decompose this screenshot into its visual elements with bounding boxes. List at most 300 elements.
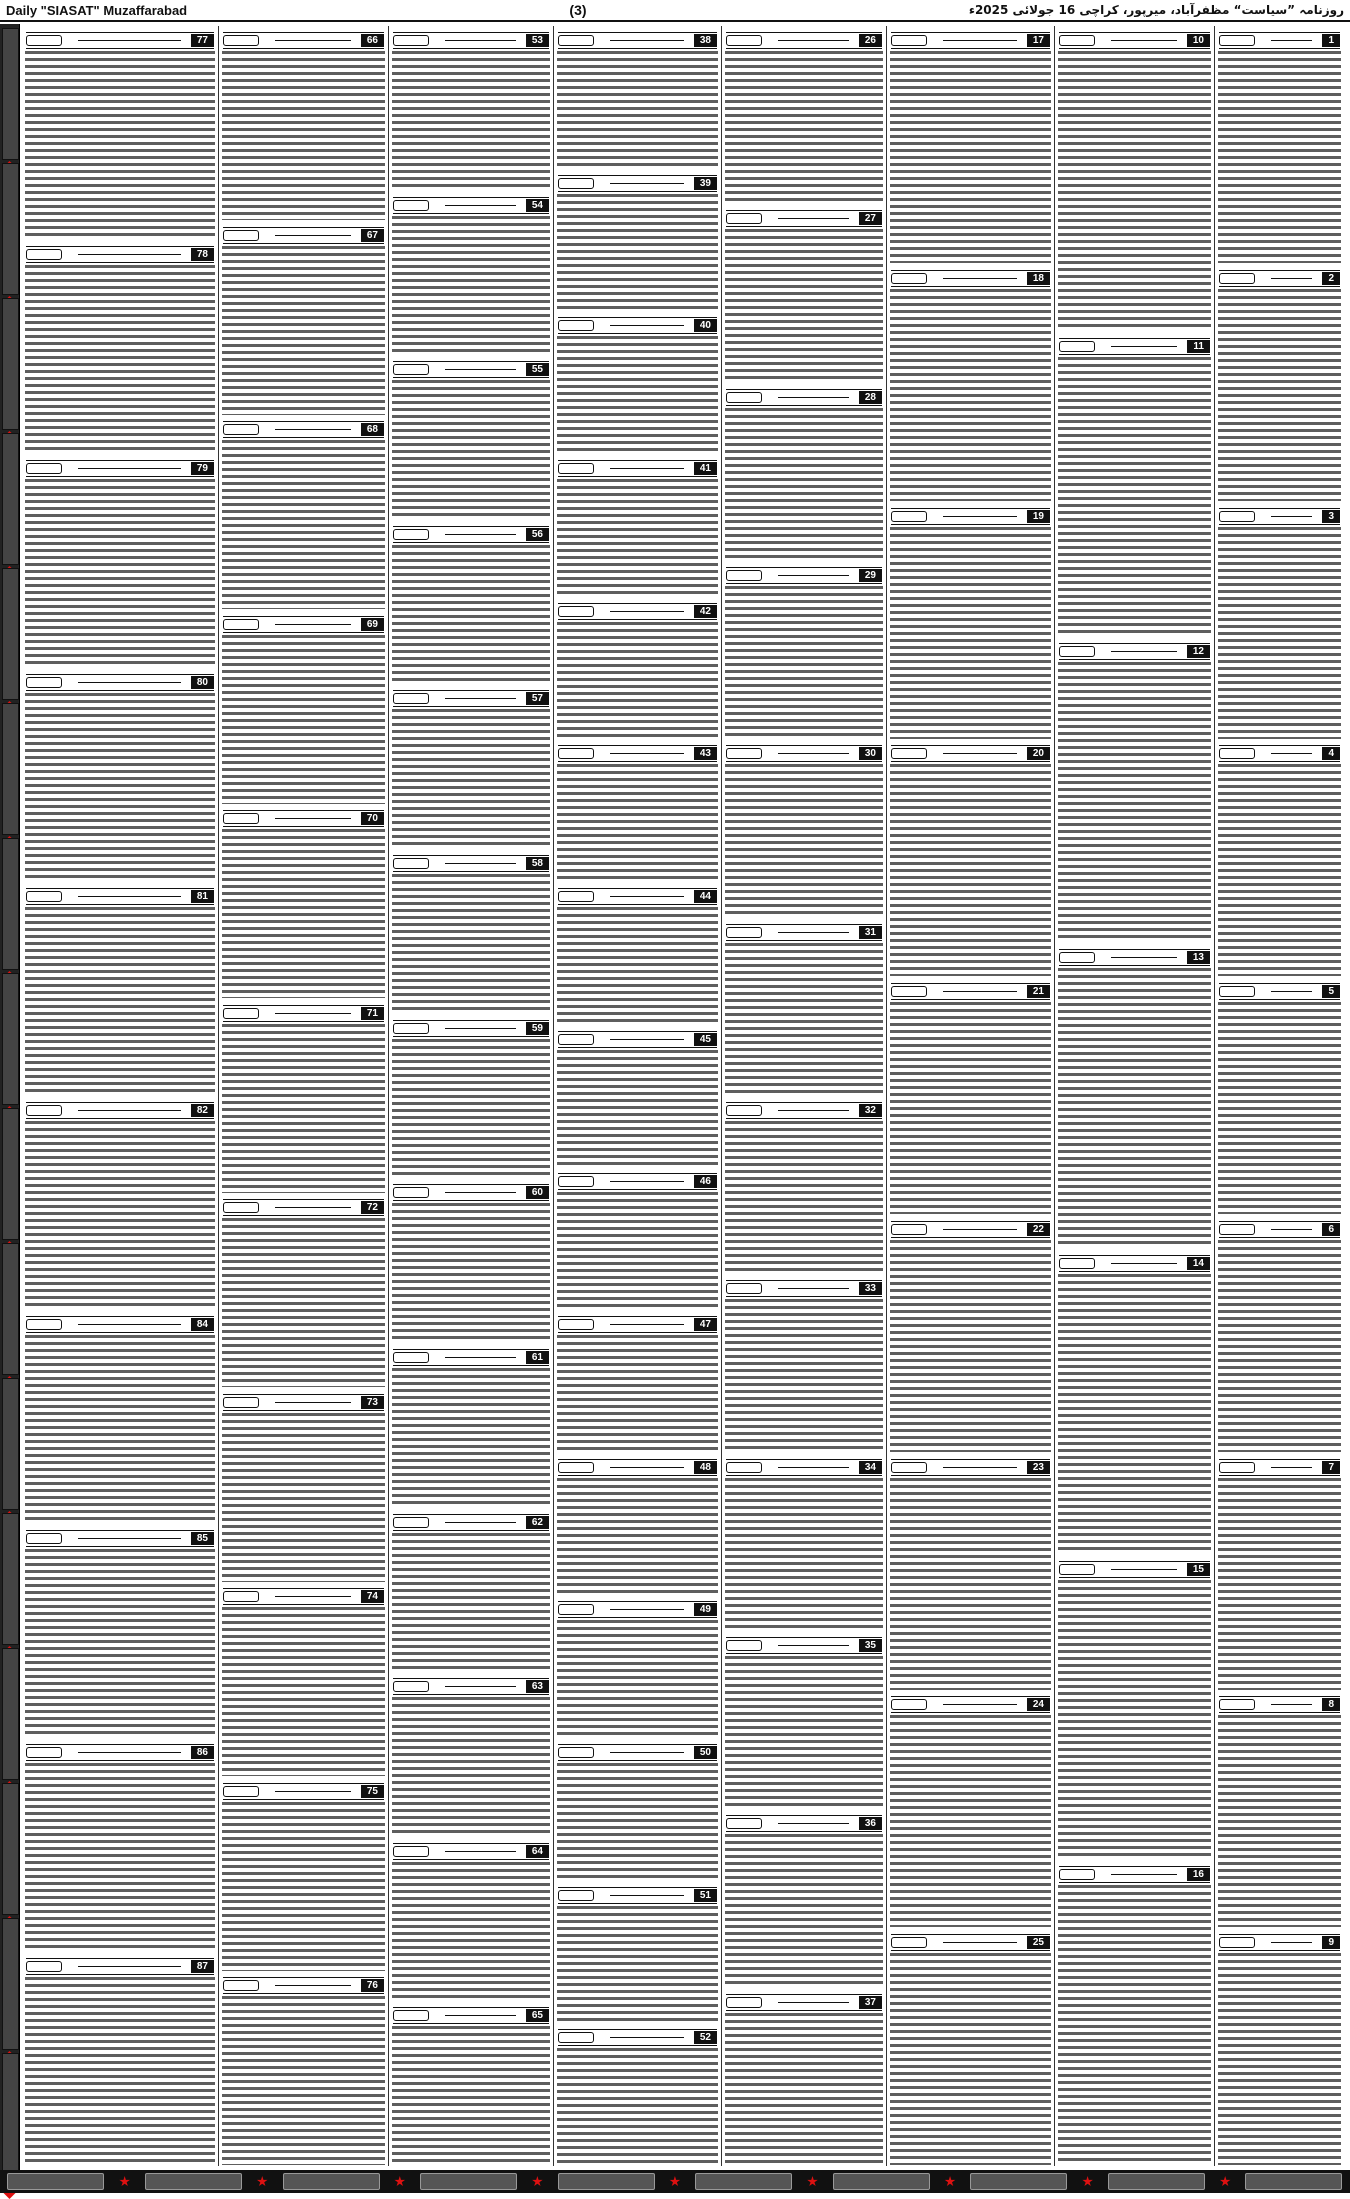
header-rule	[1271, 1704, 1312, 1705]
masthead-logo-icon	[726, 213, 762, 224]
story-header	[26, 888, 214, 905]
header-rule	[78, 1324, 181, 1325]
side-strip-cell	[2, 703, 19, 835]
story-text	[725, 764, 883, 916]
story-text	[1058, 662, 1211, 942]
story-text	[725, 1656, 883, 1808]
masthead-logo-icon	[726, 570, 762, 581]
story-number: 52	[694, 2031, 717, 2044]
story-number: 16	[1187, 1868, 1210, 1881]
story-text	[1218, 1953, 1341, 2165]
header-rule	[275, 1985, 351, 1986]
star-icon	[807, 2176, 818, 2187]
story-text	[725, 229, 883, 381]
story-header	[223, 1394, 384, 1411]
masthead-logo-icon	[726, 1462, 762, 1473]
page-number: (3)	[569, 2, 587, 18]
story-header	[558, 603, 717, 620]
header-rule	[943, 1942, 1017, 1943]
story-number: 41	[694, 462, 717, 475]
header-rule	[610, 753, 684, 754]
masthead-logo-icon	[393, 1517, 429, 1528]
story-number: 61	[526, 1351, 549, 1364]
header-rule	[778, 1645, 849, 1646]
story-number: 57	[526, 692, 549, 705]
header-rule	[275, 40, 351, 41]
story-header	[558, 460, 717, 477]
story-number: 37	[859, 1996, 882, 2009]
masthead-logo-icon	[891, 35, 927, 46]
header-rule	[275, 1402, 351, 1403]
story-text	[557, 1050, 718, 1167]
story-text	[557, 51, 718, 168]
header-rule	[778, 753, 849, 754]
story-number: 11	[1187, 340, 1210, 353]
story-number: 86	[191, 1746, 214, 1759]
story-text	[557, 1906, 718, 2023]
story-number: 56	[526, 528, 549, 541]
story-text	[1218, 1715, 1341, 1927]
masthead-logo-icon	[223, 1591, 259, 1602]
story-text	[25, 693, 215, 881]
header-rule	[275, 1791, 351, 1792]
story-text	[725, 943, 883, 1095]
story-header	[726, 924, 882, 941]
header-rule	[275, 1013, 351, 1014]
story-header	[223, 1783, 384, 1800]
story-number: 5	[1322, 985, 1340, 998]
story-number: 64	[526, 1845, 549, 1858]
header-rule	[610, 896, 684, 897]
masthead-logo-icon	[26, 249, 62, 260]
masthead-logo-icon	[558, 1034, 594, 1045]
story-header	[726, 567, 882, 584]
story-text	[890, 1715, 1051, 1927]
story-header	[726, 745, 882, 762]
header-rule	[610, 1324, 684, 1325]
header-rule	[778, 932, 849, 933]
masthead-logo-icon	[393, 529, 429, 540]
story-header	[891, 32, 1050, 49]
story-number: 71	[361, 1007, 384, 1020]
column-2	[1054, 26, 1214, 2166]
story-header	[558, 32, 717, 49]
header-rule	[943, 1229, 1017, 1230]
story-text	[1218, 1002, 1341, 1214]
story-header	[223, 1005, 384, 1022]
story-text	[222, 1413, 385, 1582]
story-header	[393, 32, 549, 49]
story-text	[222, 1607, 385, 1776]
masthead-logo-icon	[1219, 1937, 1255, 1948]
story-header	[558, 1316, 717, 1333]
story-header	[393, 1843, 549, 1860]
header-rule	[943, 1467, 1017, 1468]
header-rule	[610, 611, 684, 612]
masthead-logo-icon	[1059, 1564, 1095, 1575]
header-rule	[445, 1357, 516, 1358]
header-rule	[445, 863, 516, 864]
story-text	[392, 380, 550, 519]
story-header	[558, 888, 717, 905]
header-rule	[1111, 346, 1177, 347]
story-text	[890, 51, 1051, 263]
header-rule	[610, 183, 684, 184]
masthead-logo-icon	[726, 1997, 762, 2008]
story-header	[1219, 1696, 1340, 1713]
story-text	[25, 265, 215, 453]
masthead-logo-icon	[223, 424, 259, 435]
story-text	[725, 1478, 883, 1630]
bottom-strip-segment	[695, 2173, 792, 2190]
story-number: 82	[191, 1104, 214, 1117]
bottom-strip-segment	[145, 2173, 242, 2190]
story-header	[393, 1349, 549, 1366]
header-rule	[1271, 1467, 1312, 1468]
story-text	[725, 1121, 883, 1273]
header-rule	[445, 1028, 516, 1029]
masthead-logo-icon	[558, 1462, 594, 1473]
story-text	[1058, 1885, 1211, 2165]
story-number: 60	[526, 1186, 549, 1199]
story-header	[26, 1744, 214, 1761]
header-rule	[445, 2015, 516, 2016]
header-rule	[1271, 278, 1312, 279]
masthead-logo-icon	[26, 1747, 62, 1758]
story-header	[26, 32, 214, 49]
story-text	[557, 1192, 718, 1309]
story-number: 51	[694, 1889, 717, 1902]
story-text	[392, 216, 550, 355]
story-header	[558, 1887, 717, 1904]
story-header	[223, 1588, 384, 1605]
story-number: 65	[526, 2009, 549, 2022]
masthead-logo-icon	[26, 1319, 62, 1330]
header-rule	[1111, 1874, 1177, 1875]
story-header	[223, 32, 384, 49]
masthead-logo-icon	[891, 986, 927, 997]
story-text	[1058, 51, 1211, 331]
masthead-logo-icon	[26, 1961, 62, 1972]
masthead-logo-icon	[1059, 341, 1095, 352]
masthead-logo-icon	[223, 813, 259, 824]
header-rule	[778, 1288, 849, 1289]
header-rule	[445, 1192, 516, 1193]
masthead-logo-icon	[726, 927, 762, 938]
story-text	[725, 586, 883, 738]
header-rule	[445, 205, 516, 206]
header-rule	[610, 1181, 684, 1182]
header-rule	[445, 1851, 516, 1852]
masthead-logo-icon	[393, 35, 429, 46]
story-number: 2	[1322, 272, 1340, 285]
masthead-logo-icon	[26, 1105, 62, 1116]
header-rule	[78, 468, 181, 469]
story-header	[558, 175, 717, 192]
story-number: 19	[1027, 510, 1050, 523]
column-5	[553, 26, 721, 2166]
story-number: 3	[1322, 510, 1340, 523]
story-header	[1059, 1255, 1210, 1272]
masthead-logo-icon	[393, 200, 429, 211]
story-text	[1218, 1240, 1341, 1452]
story-number: 70	[361, 812, 384, 825]
masthead-logo-icon	[393, 1023, 429, 1034]
header-rule	[445, 369, 516, 370]
story-text	[25, 1335, 215, 1523]
story-number: 44	[694, 890, 717, 903]
masthead-logo-icon	[558, 1890, 594, 1901]
story-text	[392, 709, 550, 848]
story-header	[393, 2007, 549, 2024]
story-header	[393, 1514, 549, 1531]
masthead-logo-icon	[393, 1846, 429, 1857]
story-number: 79	[191, 462, 214, 475]
header-rule	[78, 896, 181, 897]
header-rule	[1271, 1942, 1312, 1943]
header-rule	[445, 534, 516, 535]
header-rule	[1111, 1569, 1177, 1570]
story-number: 34	[859, 1461, 882, 1474]
masthead-logo-icon	[1219, 1462, 1255, 1473]
story-header	[558, 745, 717, 762]
story-header	[393, 1184, 549, 1201]
masthead-logo-icon	[26, 891, 62, 902]
story-header	[558, 1031, 717, 1048]
story-text	[25, 1121, 215, 1309]
story-header	[558, 1744, 717, 1761]
story-number: 66	[361, 34, 384, 47]
masthead-logo-icon	[558, 1604, 594, 1615]
story-number: 6	[1322, 1223, 1340, 1236]
masthead-logo-icon	[891, 1224, 927, 1235]
story-number: 48	[694, 1461, 717, 1474]
story-header	[891, 1934, 1050, 1951]
header-rule	[1271, 1229, 1312, 1230]
star-icon	[1082, 2176, 1093, 2187]
side-strip-cell	[2, 838, 19, 970]
header-rule	[610, 468, 684, 469]
side-strip-cell	[2, 1648, 19, 1780]
bottom-strip-segment	[283, 2173, 380, 2190]
header-rule	[610, 1609, 684, 1610]
header-rule	[78, 682, 181, 683]
story-header	[891, 270, 1050, 287]
story-header	[1219, 983, 1340, 1000]
masthead-logo-icon	[558, 1176, 594, 1187]
story-number: 63	[526, 1680, 549, 1693]
masthead-logo-icon	[558, 463, 594, 474]
masthead-logo-icon	[558, 1747, 594, 1758]
header-rule	[943, 516, 1017, 517]
header-rule	[78, 40, 181, 41]
header-rule	[445, 40, 516, 41]
story-number: 21	[1027, 985, 1050, 998]
bottom-strip-segment	[970, 2173, 1067, 2190]
story-number: 54	[526, 199, 549, 212]
column-1	[1214, 26, 1344, 2166]
story-text	[557, 622, 718, 739]
story-header	[726, 1280, 882, 1297]
story-number: 15	[1187, 1563, 1210, 1576]
story-number: 78	[191, 248, 214, 261]
header-rule	[610, 1895, 684, 1896]
story-text	[890, 1240, 1051, 1452]
story-header	[1059, 949, 1210, 966]
story-header	[393, 526, 549, 543]
story-number: 76	[361, 1979, 384, 1992]
story-text	[725, 408, 883, 560]
side-strip-cell	[2, 1378, 19, 1510]
story-number: 47	[694, 1318, 717, 1331]
story-header	[223, 227, 384, 244]
story-text	[392, 1697, 550, 1836]
column-8	[22, 26, 218, 2166]
masthead-logo-icon	[223, 1980, 259, 1991]
side-strip-cell	[2, 1243, 19, 1375]
story-header	[558, 1601, 717, 1618]
masthead-logo-icon	[393, 1187, 429, 1198]
header-rule	[610, 325, 684, 326]
story-number: 68	[361, 423, 384, 436]
story-header	[393, 855, 549, 872]
story-number: 33	[859, 1282, 882, 1295]
masthead-logo-icon	[1059, 646, 1095, 657]
header-rule	[1271, 753, 1312, 754]
masthead-logo-icon	[26, 1533, 62, 1544]
story-number: 67	[361, 229, 384, 242]
story-text	[25, 479, 215, 667]
story-text	[1218, 764, 1341, 976]
side-strip-cell	[2, 568, 19, 700]
star-icon	[945, 2176, 956, 2187]
bottom-strip-segment	[1245, 2173, 1342, 2190]
story-number: 20	[1027, 747, 1050, 760]
star-icon	[119, 2176, 130, 2187]
story-text	[25, 907, 215, 1095]
bottom-strip-segment	[420, 2173, 517, 2190]
masthead-logo-icon	[223, 1202, 259, 1213]
masthead-logo-icon	[1219, 273, 1255, 284]
header-rule	[445, 698, 516, 699]
header-rule	[778, 1823, 849, 1824]
header-rule	[78, 1752, 181, 1753]
masthead-logo-icon	[891, 1462, 927, 1473]
masthead-logo-icon	[1219, 511, 1255, 522]
star-icon	[669, 2176, 680, 2187]
story-header	[393, 690, 549, 707]
story-header	[726, 1815, 882, 1832]
story-number: 25	[1027, 1936, 1050, 1949]
story-number: 32	[859, 1104, 882, 1117]
story-header	[393, 1678, 549, 1695]
masthead-logo-icon	[26, 463, 62, 474]
story-number: 8	[1322, 1698, 1340, 1711]
side-strip-cell	[2, 1513, 19, 1645]
story-header	[1059, 1866, 1210, 1883]
side-strip-cell	[2, 973, 19, 1105]
story-number: 4	[1322, 747, 1340, 760]
story-text	[557, 1478, 718, 1595]
story-header	[891, 745, 1050, 762]
story-header	[1059, 32, 1210, 49]
story-text	[392, 545, 550, 684]
story-text	[1058, 1274, 1211, 1554]
story-number: 10	[1187, 34, 1210, 47]
header-rule	[610, 2037, 684, 2038]
masthead-logo-icon	[223, 619, 259, 630]
story-header	[1219, 1459, 1340, 1476]
header-rule	[445, 1686, 516, 1687]
story-header	[223, 810, 384, 827]
story-text	[1058, 357, 1211, 637]
story-header	[1219, 1934, 1340, 1951]
masthead-logo-icon	[726, 392, 762, 403]
masthead-logo-icon	[558, 320, 594, 331]
masthead-logo-icon	[891, 511, 927, 522]
story-header	[891, 1696, 1050, 1713]
story-header	[1219, 745, 1340, 762]
story-text	[890, 1953, 1051, 2165]
header-rule	[275, 235, 351, 236]
story-text	[1058, 968, 1211, 1248]
story-text	[25, 1763, 215, 1951]
story-number: 35	[859, 1639, 882, 1652]
header-rule	[943, 40, 1017, 41]
masthead-logo-icon	[558, 1319, 594, 1330]
header-rule	[1271, 991, 1312, 992]
masthead-logo-icon	[26, 35, 62, 46]
story-number: 84	[191, 1318, 214, 1331]
story-number: 1	[1322, 34, 1340, 47]
header-rule	[78, 1538, 181, 1539]
column-3	[886, 26, 1054, 2166]
story-header	[891, 1459, 1050, 1476]
bottom-strip-segment	[833, 2173, 930, 2190]
story-text	[557, 336, 718, 453]
story-header	[1059, 643, 1210, 660]
story-header	[393, 197, 549, 214]
story-number: 46	[694, 1175, 717, 1188]
story-text	[557, 1335, 718, 1452]
story-number: 9	[1322, 1936, 1340, 1949]
masthead-left-title: Daily "SIASAT" Muzaffarabad	[6, 2, 188, 18]
story-header	[891, 983, 1050, 1000]
story-text	[392, 874, 550, 1013]
story-text	[25, 1977, 215, 2165]
side-strip-cell	[2, 163, 19, 295]
story-number: 85	[191, 1532, 214, 1545]
header-rule	[1111, 1263, 1177, 1264]
story-number: 74	[361, 1590, 384, 1603]
story-number: 55	[526, 363, 549, 376]
story-text	[725, 1299, 883, 1451]
masthead-logo-icon	[1059, 1258, 1095, 1269]
story-number: 7	[1322, 1461, 1340, 1474]
header-rule	[610, 1467, 684, 1468]
story-number: 38	[694, 34, 717, 47]
side-strip-cell	[2, 2053, 19, 2185]
star-icon	[532, 2176, 543, 2187]
side-strip-cell	[2, 433, 19, 565]
bottom-strip-segment	[1108, 2173, 1205, 2190]
story-header	[1219, 1221, 1340, 1238]
star-icon	[1220, 2176, 1231, 2187]
story-text	[1218, 527, 1341, 739]
story-text	[890, 764, 1051, 976]
story-header	[1219, 270, 1340, 287]
story-text	[557, 2048, 718, 2165]
